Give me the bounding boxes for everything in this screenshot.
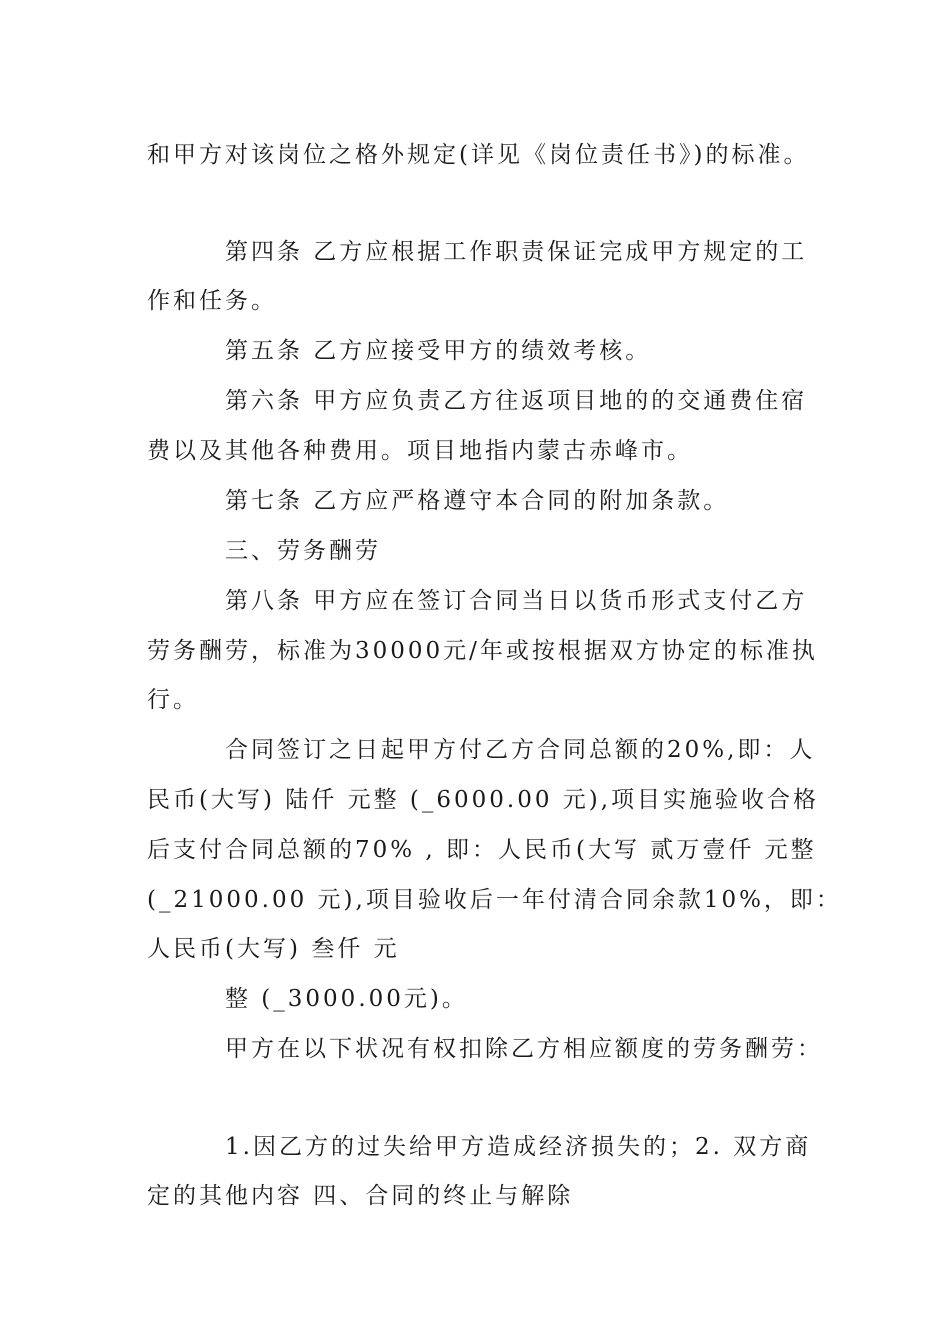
text-line: 行。 <box>147 687 199 713</box>
text-line: 劳务酬劳，标准为30000元/年或按根据双方协定的标准执 <box>147 638 818 664</box>
text-line: 第七条 乙方应严格遵守本合同的附加条款。 <box>225 488 730 514</box>
text-line: 费以及其他各种费用。项目地指内蒙古赤峰市。 <box>147 438 693 464</box>
section-heading: 三、劳务酬劳 <box>225 538 381 564</box>
text-line: 合同签订之日起甲方付乙方合同总额的20%,即：人 <box>225 737 816 763</box>
text-line: 后支付合同总额的70% , 即：人民币(大写 贰万壹仟 元整 <box>147 837 817 863</box>
text-line: 第五条 乙方应接受甲方的绩效考核。 <box>225 338 652 364</box>
text-line: 甲方在以下状况有权扣除乙方相应额度的劳务酬劳： <box>225 1036 823 1062</box>
text-line: 1.因乙方的过失给甲方造成经济损失的；2. 双方商 <box>225 1134 812 1160</box>
text-line: 民币(大写) 陆仟 元整 (_6000.00 元),项目实施验收合格 <box>147 787 820 813</box>
text-line: 和甲方对该岗位之格外规定(详见《岗位责任书》)的标准。 <box>147 142 810 168</box>
text-line: 第八条 甲方应在签订合同当日以货币形式支付乙方 <box>225 588 808 614</box>
text-line: 作和任务。 <box>147 288 277 314</box>
text-line: (_21000.00 元),项目验收后一年付清合同余款10%，即： <box>147 887 842 913</box>
text-line: 定的其他内容 四、合同的终止与解除 <box>147 1183 574 1209</box>
text-line: 整 (_3000.00元)。 <box>225 986 468 1012</box>
text-line: 第四条 乙方应根据工作职责保证完成甲方规定的工 <box>225 239 808 265</box>
text-line: 人民币(大写) 叁仟 元 <box>147 936 400 962</box>
text-line: 第六条 甲方应负责乙方往返项目地的的交通费住宿 <box>225 388 808 414</box>
